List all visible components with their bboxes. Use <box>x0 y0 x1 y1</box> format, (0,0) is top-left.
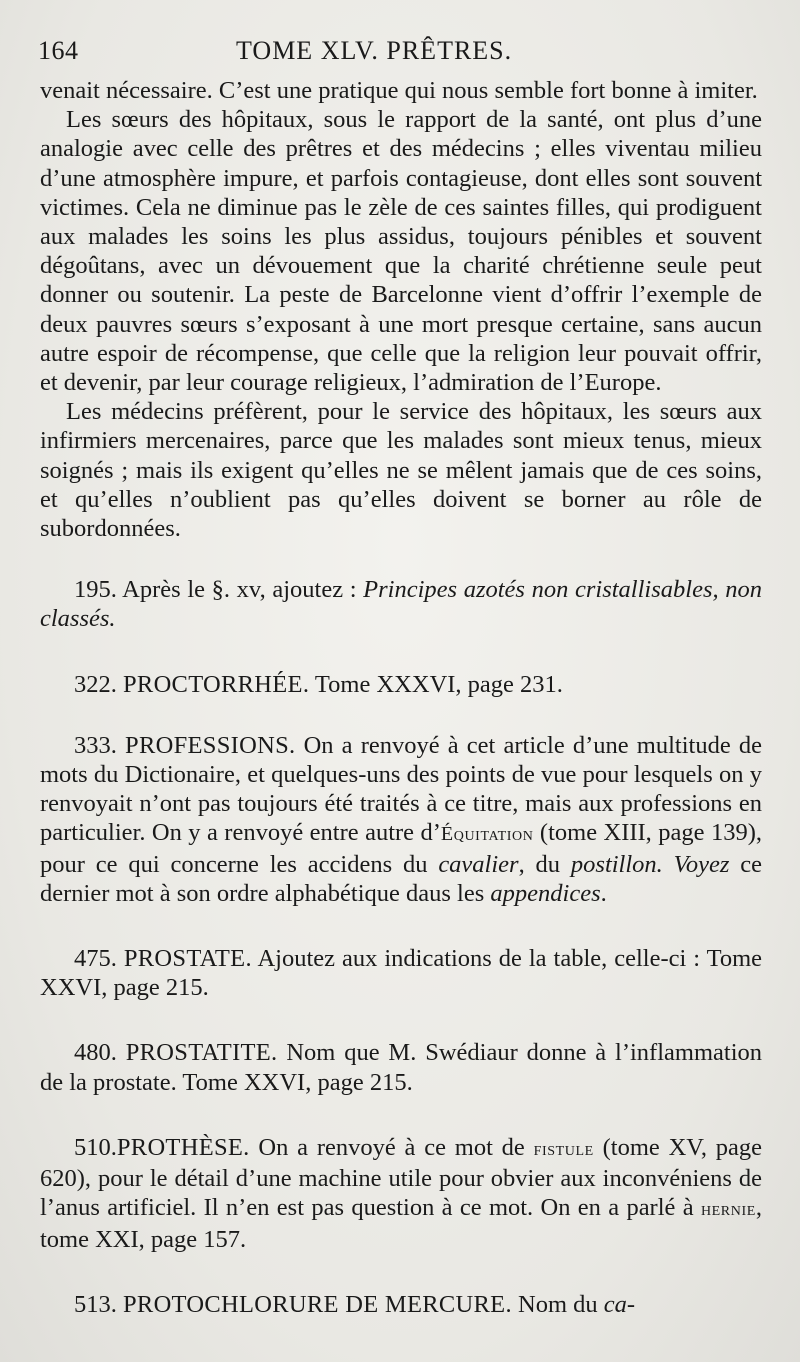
paragraph-medecins-preferent: Les médecins préfèrent, pour le service des hôpitaux, les sœurs aux infirmiers mercenaires, parce que les malades sont mieux tenus, mieux soignés ; mais ils exigent qu’elles ne se mêlent jamais que de ces soins, et qu’elles n’oublient pas qu’elles doivent se borner au rôle de subordonnées. <box>40 398 762 543</box>
entry-510 <box>40 1133 762 1254</box>
entry-195 <box>40 575 762 633</box>
entry-keyword: PROSTATE. <box>123 945 252 973</box>
entry-keyword: PROCTORRHÉE. <box>123 670 310 698</box>
entry-keyword: PROTHÈSE. <box>116 1133 250 1161</box>
paragraph-continuation: venait nécessaire. C’est une pratique qui nous semble fort bonne à imiter. <box>40 77 758 104</box>
page-body <box>40 76 762 1319</box>
entry-513 <box>40 1290 762 1319</box>
entry-italic-text: ca- <box>603 1290 636 1318</box>
entry-480 <box>40 1038 762 1096</box>
entry-text: On a renvoyé à ce mot de <box>249 1133 534 1161</box>
entry-italic-text: appendices <box>490 879 601 907</box>
entry-text: Après le §. xv, ajoutez : <box>116 576 364 604</box>
entry-number: 475. <box>74 945 117 973</box>
entry-number: 322. <box>74 670 117 698</box>
entry-text: Ajoutez aux indications de la table, celle-ci : Tome XXVI, page 215. <box>40 945 763 1002</box>
entry-number: 195. <box>74 576 117 604</box>
entry-keyword: PROTOCHLORURE DE MERCURE. <box>123 1290 512 1318</box>
entry-italic-text: cavalier <box>438 850 519 878</box>
entry-text: (tome XIII, page 139), pour ce qui concerne les accidens du <box>40 819 762 878</box>
entry-number: 333. <box>74 731 117 759</box>
entry-333 <box>40 731 762 908</box>
entry-text: ce dernier mot à son ordre alphabétique daus les <box>40 850 763 907</box>
entry-keyword: PROFESSIONS. <box>125 731 296 759</box>
entry-number: 513. <box>74 1290 117 1318</box>
entry-number: 510. <box>74 1133 117 1161</box>
entry-322 <box>40 670 762 699</box>
entry-text: Nom que M. Swédiaur donne à l’inflammation de la prostate. Tome XXVI, page 215. <box>40 1039 763 1096</box>
entry-text: (tome XV, page 620), pour le détail d’une machine utile pour obvier aux inconvéniens de l’anus artificiel. Il n’en est pas question à ce mot. On en a parlé à <box>40 1133 762 1222</box>
entry-italic-text: postillon. Voyez <box>570 850 730 878</box>
page-number: 164 <box>38 36 79 65</box>
paragraph-soeurs-hopitaux: Les sœurs des hôpitaux, sous le rapport de la santé, ont plus d’une analogie avec celle des prêtres et des médecins ; elles viventau milieu d’une atmosphère impure, et parfois contagieuse, dont elles sont souvent victimes. Cela ne diminue pas le zèle de ces saintes filles, qui prodiguent aux malades les soins les plus assidus, toujours pénibles et souvent dégoûtans, avec un dévouement que la charité chrétienne seule peut donner ou soutenir. La peste de Barcelonne vient d’offrir l’exemple de deux pauvres sœurs s’exposant à une mort presque certaine, sans aucun autre espoir de récompense, que celle que la religion leur pouvait offrir, et devenir, par leur courage religieux, l’admiration de l’Europe. <box>40 106 762 397</box>
cross-reference: fistule <box>533 1137 594 1160</box>
entry-text: , du <box>518 850 571 878</box>
entry-number: 480. <box>74 1039 117 1067</box>
entry-keyword: PROSTATITE. <box>125 1039 278 1067</box>
entry-475 <box>40 944 762 1002</box>
entry-text: On a renvoyé à cet article d’une multitude de mots du Dictionaire, et quelques-uns des points de vue pour lesquels on y renvoyait n’ont pas toujours été traités à ce titre, mais aux professions en particulier. On y a renvoyé entre autre d’ <box>40 731 762 847</box>
entry-text: . <box>600 879 607 907</box>
entry-italic-text: Principes azotés non cristallisables, non classés. <box>40 576 762 633</box>
entry-text: Tome XXXVI, page 231. <box>309 670 563 698</box>
entry-text: , tome XXI, page 157. <box>40 1194 762 1253</box>
running-head: TOME XLV. PRÊTRES. <box>236 36 513 65</box>
cross-reference: Équitation <box>440 823 534 846</box>
cross-reference: hernie <box>700 1198 756 1221</box>
entry-text: Nom du <box>511 1290 604 1318</box>
page-header <box>38 36 760 72</box>
